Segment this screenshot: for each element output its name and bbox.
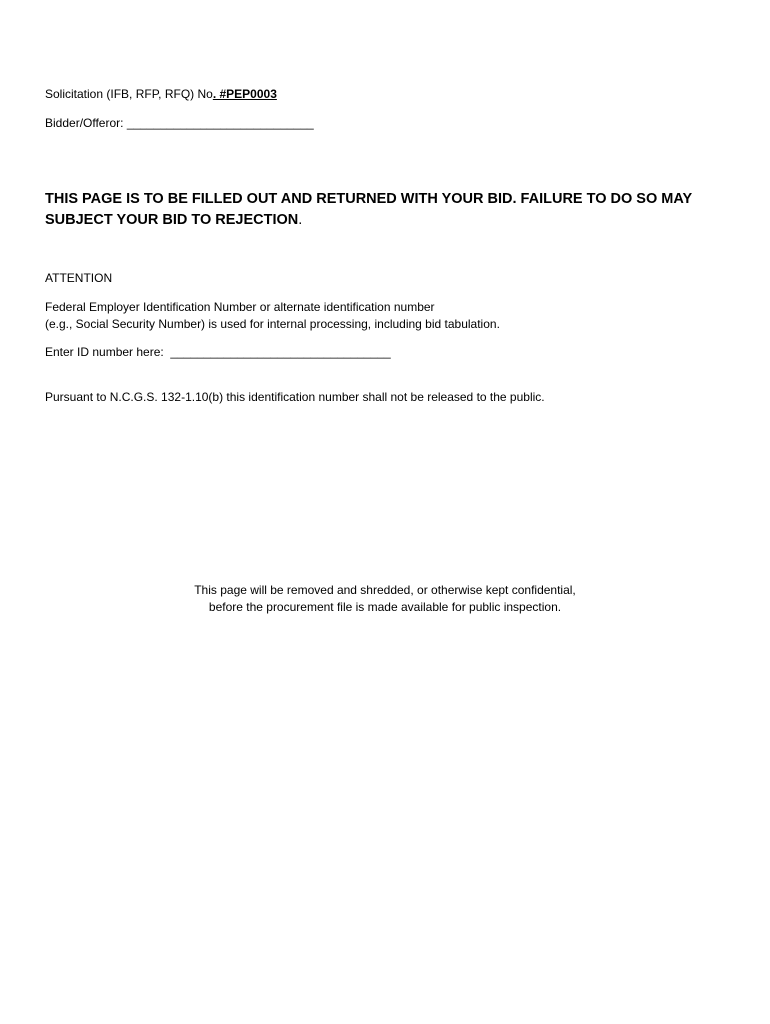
warning-period: . <box>298 212 303 228</box>
solicitation-number: . #PEP0003 <box>212 87 277 101</box>
solicitation-line <box>45 86 277 103</box>
enter-id-line <box>45 344 391 361</box>
pursuant-statement: Pursuant to N.C.G.S. 132-1.10(b) this identification number shall not be released to the public. <box>45 390 545 404</box>
fein-description-line-2: (e.g., Social Security Number) is used for internal processing, including bid tabulation. <box>45 317 500 331</box>
enter-id-label: Enter ID number here: <box>45 345 171 359</box>
return-warning <box>45 189 735 231</box>
fein-description-line-1: Federal Employer Identification Number or alternate identification number <box>45 300 435 314</box>
enter-id-blank-field: _________________________________ <box>170 345 391 359</box>
bidder-line <box>45 115 314 132</box>
solicitation-label: Solicitation (IFB, RFP, RFQ) No <box>45 87 213 101</box>
attention-heading: ATTENTION <box>45 271 113 285</box>
confidentiality-note-line-1: This page will be removed and shredded, or otherwise kept confidential, <box>194 583 576 597</box>
warning-text: THIS PAGE IS TO BE FILLED OUT AND RETURNED WITH YOUR BID. FAILURE TO DO SO MAY SUBJECT YOUR BID TO REJECTION <box>45 191 692 228</box>
bidder-label: Bidder/Offeror: <box>45 116 127 130</box>
bidder-blank-field: ____________________________ <box>126 116 314 130</box>
confidentiality-note-line-2: before the procurement file is made available for public inspection. <box>208 600 562 614</box>
